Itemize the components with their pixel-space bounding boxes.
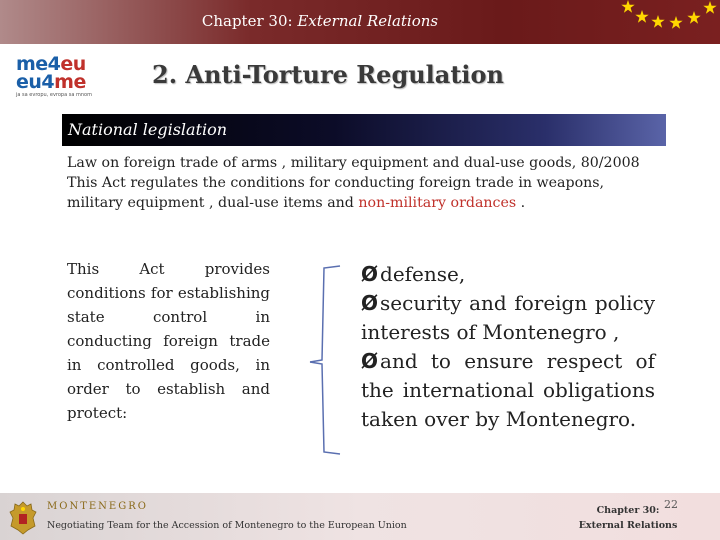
arrow-bullet-icon: Ø: [361, 291, 379, 315]
act-description: This Act provides conditions for establishing state control in conducting foreign trade in controlled goods, in order to establish and protect:: [67, 260, 270, 422]
footer-bar: [0, 493, 720, 540]
intro-line-2-start: This Act regulates the conditions for conducting foreign trade in weapons, military equipment , dual-use items and: [67, 175, 605, 211]
intro-text: [67, 153, 662, 213]
purpose-item: [361, 347, 655, 434]
eu-stars-icon: [612, 0, 720, 44]
section-heading: National legislation: [68, 120, 228, 139]
arrow-bullet-icon: Ø: [361, 262, 379, 286]
header-chapter-name: External Relations: [297, 12, 439, 30]
header-bar: [0, 0, 720, 44]
purpose-item-text: defense,: [380, 262, 466, 286]
logo-tagline: ja sa evropu, evropa sa mnom: [16, 92, 92, 98]
logo-text-me: me: [54, 71, 86, 93]
intro-line-2-end: .: [516, 195, 526, 211]
section-heading-bar: [62, 114, 666, 146]
bracket-lines: [306, 262, 346, 458]
logo-text-eu: eu: [60, 53, 86, 75]
logo-text-eu4: eu4: [16, 71, 55, 93]
footer-team: Negotiating Team for the Accession of Montenegro to the European Union: [47, 520, 407, 531]
intro-line-2: [67, 173, 662, 213]
intro-line-1: Law on foreign trade of arms , military equipment and dual-use goods, 80/2008: [67, 155, 640, 171]
header-chapter-label: Chapter 30:: [201, 12, 293, 30]
header-title: [0, 12, 640, 30]
purpose-item: [361, 260, 655, 289]
footer-country: MONTENEGRO: [47, 501, 148, 512]
footer-chapter-name: External Relations: [578, 520, 678, 531]
intro-highlight: non-military ordances: [358, 195, 517, 211]
purpose-item: [361, 289, 655, 347]
footer-chapter-label: Chapter 30:: [596, 505, 660, 516]
me4eu-logo: [16, 55, 114, 101]
purpose-item-text: and to ensure respect of the international obligations taken over by Montenegro.: [361, 349, 655, 431]
slide-title: 2. Anti-Torture Regulation: [152, 60, 505, 89]
purpose-list: [361, 260, 655, 434]
purpose-item-text: security and foreign policy interests of Montenegro ,: [361, 291, 655, 344]
montenegro-crest-icon: [8, 500, 38, 536]
page-number: 22: [664, 498, 678, 511]
footer-chapter: [578, 503, 678, 533]
logo-text-me4: me4: [16, 53, 61, 75]
arrow-bullet-icon: Ø: [361, 349, 379, 373]
